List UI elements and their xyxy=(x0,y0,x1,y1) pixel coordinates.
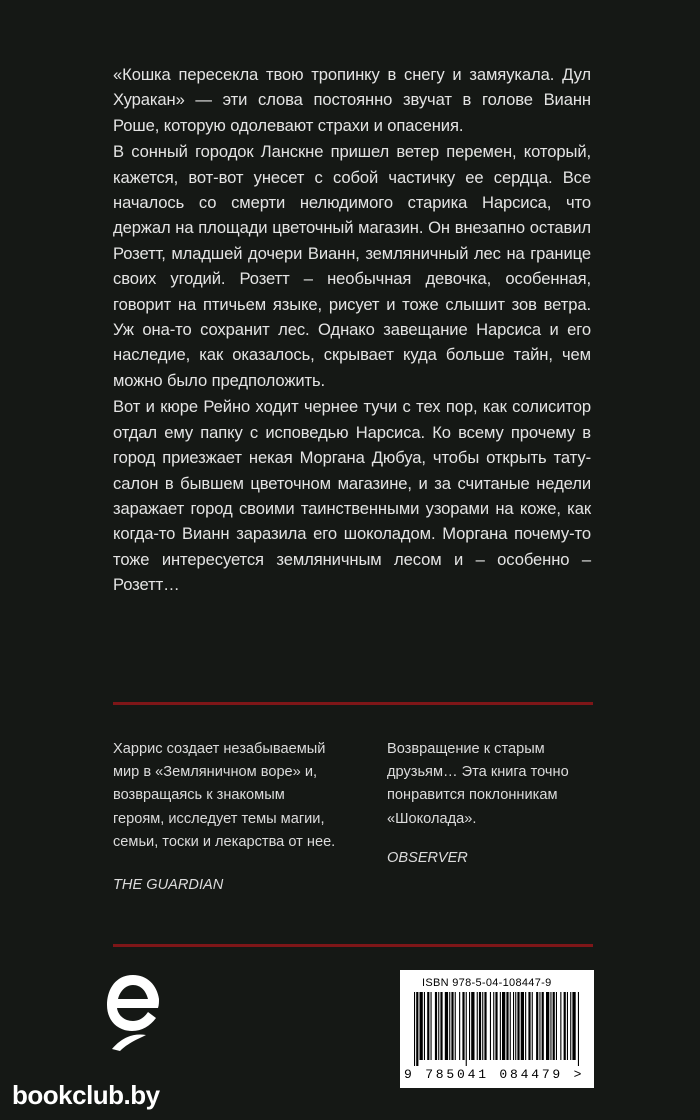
review-guardian xyxy=(113,738,338,897)
eksmo-logo-icon xyxy=(104,971,162,1058)
divider-top xyxy=(113,702,593,705)
book-description xyxy=(113,62,591,598)
barcode-bars xyxy=(414,992,582,1066)
barcode xyxy=(400,970,594,1088)
description-paragraph-3: Вот и кюре Рейно ходит чернее тучи с тех пор, как солиситор отдал ему папку с исповедью Нарсиса. Ко всему прочему в город приезжает некая Моргана Дюбуа, чтобы открыть тату-салон в бывшем цветочном магазине, и за считаные недели заражает город своими таинственными узорами на коже, как когда-то Вианн заразила его шоколадом. Моргана почему-то тоже интересуется земляничным лесом и – особенно – Розетт… xyxy=(113,397,591,595)
review-text: Возвращение к старым друзьям… Эта книга точно понравится поклонникам «Шоколада». xyxy=(387,741,569,827)
description-paragraph-2: В сонный городок Ланскне пришел ветер перемен, который, кажется, вот-вот унесет с собой частичку ее сердца. Все началось со смерти нелюдимого старика Нарсиса, что держал на площади цветочный магазин. Он внезапно оставил Розетт, младшей дочери Вианн, земляничный лес на границе своих угодий. Розетт – необычная девочка, особенная, говорит на птичьем языке, рисует и тоже слышит зов ветра. Уж она-то сохранит лес. Однако завещание Нарсиса и его наследие, как оказалось, скрывает куда больше тайн, чем можно было предположить. xyxy=(113,142,591,390)
description-paragraph-1: «Кошка пересекла твою тропинку в снегу и замяукала. Дул Хуракан» — эти слова постоянно звучат в голове Вианн Роше, которую одолевают страхи и опасения. xyxy=(113,65,591,135)
watermark: bookclub.by xyxy=(12,1080,160,1110)
review-source: THE GUARDIAN xyxy=(113,877,224,894)
review-observer xyxy=(387,738,602,870)
review-text: Харрис создает незабываемый мир в «Земляничном воре» и, возвращаясь к знакомым героям, исследует темы магии, семьи, тоски и лекарства от нее. xyxy=(113,741,336,850)
divider-bottom xyxy=(113,944,593,947)
isbn-label: ISBN 978-5-04-108447-9 xyxy=(422,977,552,989)
review-source: OBSERVER xyxy=(387,849,468,866)
barcode-digits: 9 785041 084479 > xyxy=(404,1067,585,1082)
